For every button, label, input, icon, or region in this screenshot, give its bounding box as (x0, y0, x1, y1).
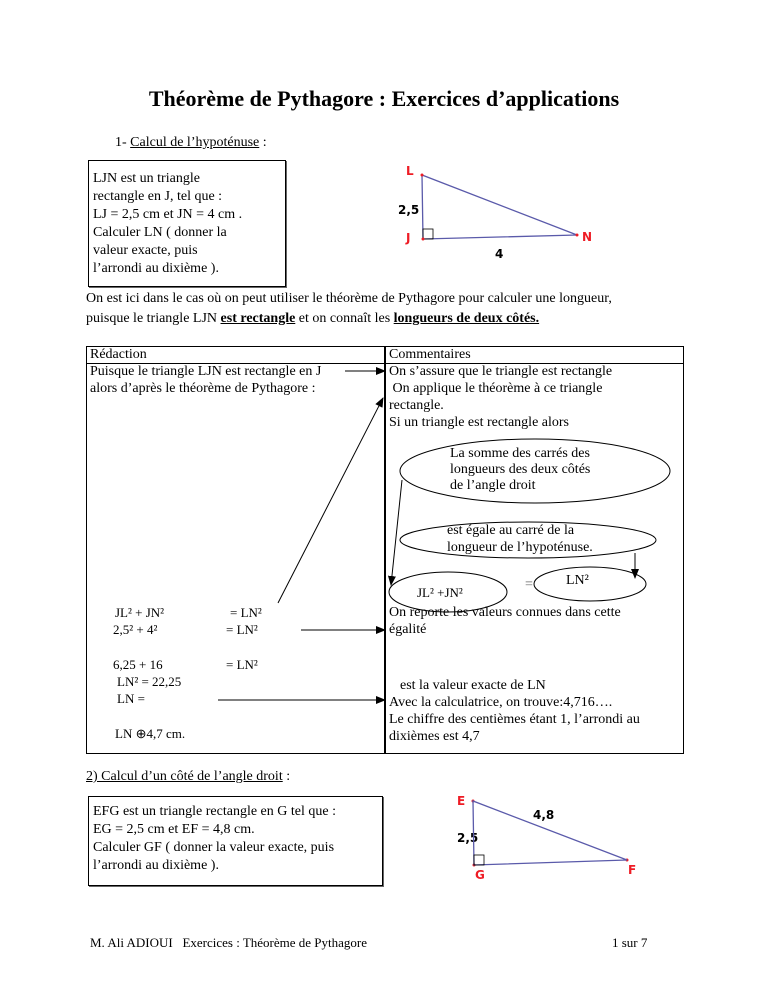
exercise-line: Calculer LN ( donner la (93, 225, 227, 240)
equation-left: 6,25 + 16 (113, 657, 163, 672)
comment-line: est la valeur exacte de LN (400, 678, 546, 693)
comment-line: On reporte les valeurs connues dans cette (389, 605, 621, 620)
equation: LN² = 22,25 (117, 674, 182, 689)
vertex-label-n: N (582, 230, 593, 244)
exercise-line: EFG est un triangle rectangle en G tel que : (93, 804, 336, 819)
equation-right: = LN² (226, 622, 258, 637)
vertex-label-j: J (406, 231, 411, 245)
section-title: 2) Calcul d’un côté de l’angle droit (86, 769, 283, 784)
comment-line: Si un triangle est rectangle alors (389, 415, 569, 430)
comment-line: Avec la calculatrice, on trouve:4,716…. (389, 695, 613, 710)
redaction-line: alors d’après le théorème de Pythagore : (90, 381, 316, 396)
comment-line: égalité (389, 622, 427, 637)
exercise-line: l’arrondi au dixième ). (93, 261, 219, 276)
vertex-label-g: G (475, 868, 485, 882)
comment-line: rectangle. (389, 398, 444, 413)
bubble-line: longueurs des deux côtés (450, 462, 591, 477)
bubble-line: La somme des carrés des (450, 446, 590, 461)
exercise-line: EG = 2,5 cm et EF = 4,8 cm. (93, 822, 255, 837)
header-commentaires: Commentaires (389, 347, 471, 362)
arrow-equation-up (278, 398, 383, 603)
side-label-jn: 4 (495, 247, 504, 261)
equation: LN = (117, 691, 145, 706)
bubble-line: de l’angle droit (450, 478, 536, 493)
comment-line: On s’assure que le triangle est rectangle (389, 364, 613, 379)
triangle-efg (473, 801, 627, 865)
exercise-line: l’arrondi au dixième ). (93, 858, 219, 873)
bubble-line: longueur de l’hypoténuse. (447, 540, 593, 555)
comment-line: On applique le théorème à ce triangle (389, 381, 603, 396)
equation-right: = LN² (230, 605, 262, 620)
vertex-dots (421, 174, 629, 867)
exercise-line: rectangle en J, tel que : (93, 189, 223, 204)
triangle-ljn (422, 175, 577, 239)
footer-page-number: 1 sur 7 (612, 935, 648, 950)
side-label-ef: 4,8 (533, 808, 555, 822)
footer-left: M. Ali ADIOUI Exercices : Théorème de Pythagore (90, 935, 368, 950)
result: LN ⊕4,7 cm. (115, 726, 186, 741)
colon: : (259, 135, 267, 150)
bubble-equal (400, 522, 656, 558)
vertex-label-e: E (457, 794, 466, 808)
section-title: Calcul de l’hypoténuse (130, 135, 260, 150)
text: et on connaît les (295, 311, 394, 326)
redaction-line: Puisque le triangle LJN est rectangle en J (90, 364, 322, 379)
bubble-jl-jn-shape (389, 572, 507, 612)
exercise-line: Calculer GF ( donner la valeur exacte, puis (93, 840, 335, 855)
vertex-label-f: F (628, 863, 637, 877)
equation-right: = LN² (226, 657, 258, 672)
exercise-line: LJ = 2,5 cm et JN = 4 cm . (93, 207, 243, 222)
section-number: 1- (115, 135, 131, 150)
intro-line-1: On est ici dans le cas où on peut utiliser le théorème de Pythagore pour calculer une longueur, (86, 291, 612, 306)
text: puisque le triangle LJN (86, 311, 221, 326)
side-label-lj: 2,5 (398, 203, 420, 217)
emphasis: est rectangle (220, 311, 296, 326)
bubble-jl-jn: JL² +JN² (417, 585, 463, 600)
bubble-sum (400, 439, 670, 503)
emphasis: longueurs de deux côtés. (393, 311, 540, 326)
header-redaction: Rédaction (90, 347, 147, 362)
bubble-ln: LN² (566, 573, 589, 588)
equation-left: JL² + JN² (115, 605, 165, 620)
vertex-label-l: L (406, 164, 414, 178)
exercise-line: valeur exacte, puis (93, 243, 198, 258)
equation-left: 2,5² + 4² (113, 622, 158, 637)
page-title: Théorème de Pythagore : Exercices d’applications (148, 86, 620, 111)
arrow-sum-down (391, 480, 402, 585)
side-label-eg: 2,5 (457, 831, 479, 845)
colon: : (282, 769, 291, 784)
exercise-line: LJN est un triangle (93, 171, 200, 186)
equals-sign: = (525, 577, 533, 592)
bubble-line: est égale au carré de la (447, 523, 575, 538)
bubble-ln-shape (534, 567, 646, 601)
comment-line: Le chiffre des centièmes étant 1, l’arrondi au (389, 712, 640, 727)
comment-line: dixièmes est 4,7 (389, 729, 480, 744)
